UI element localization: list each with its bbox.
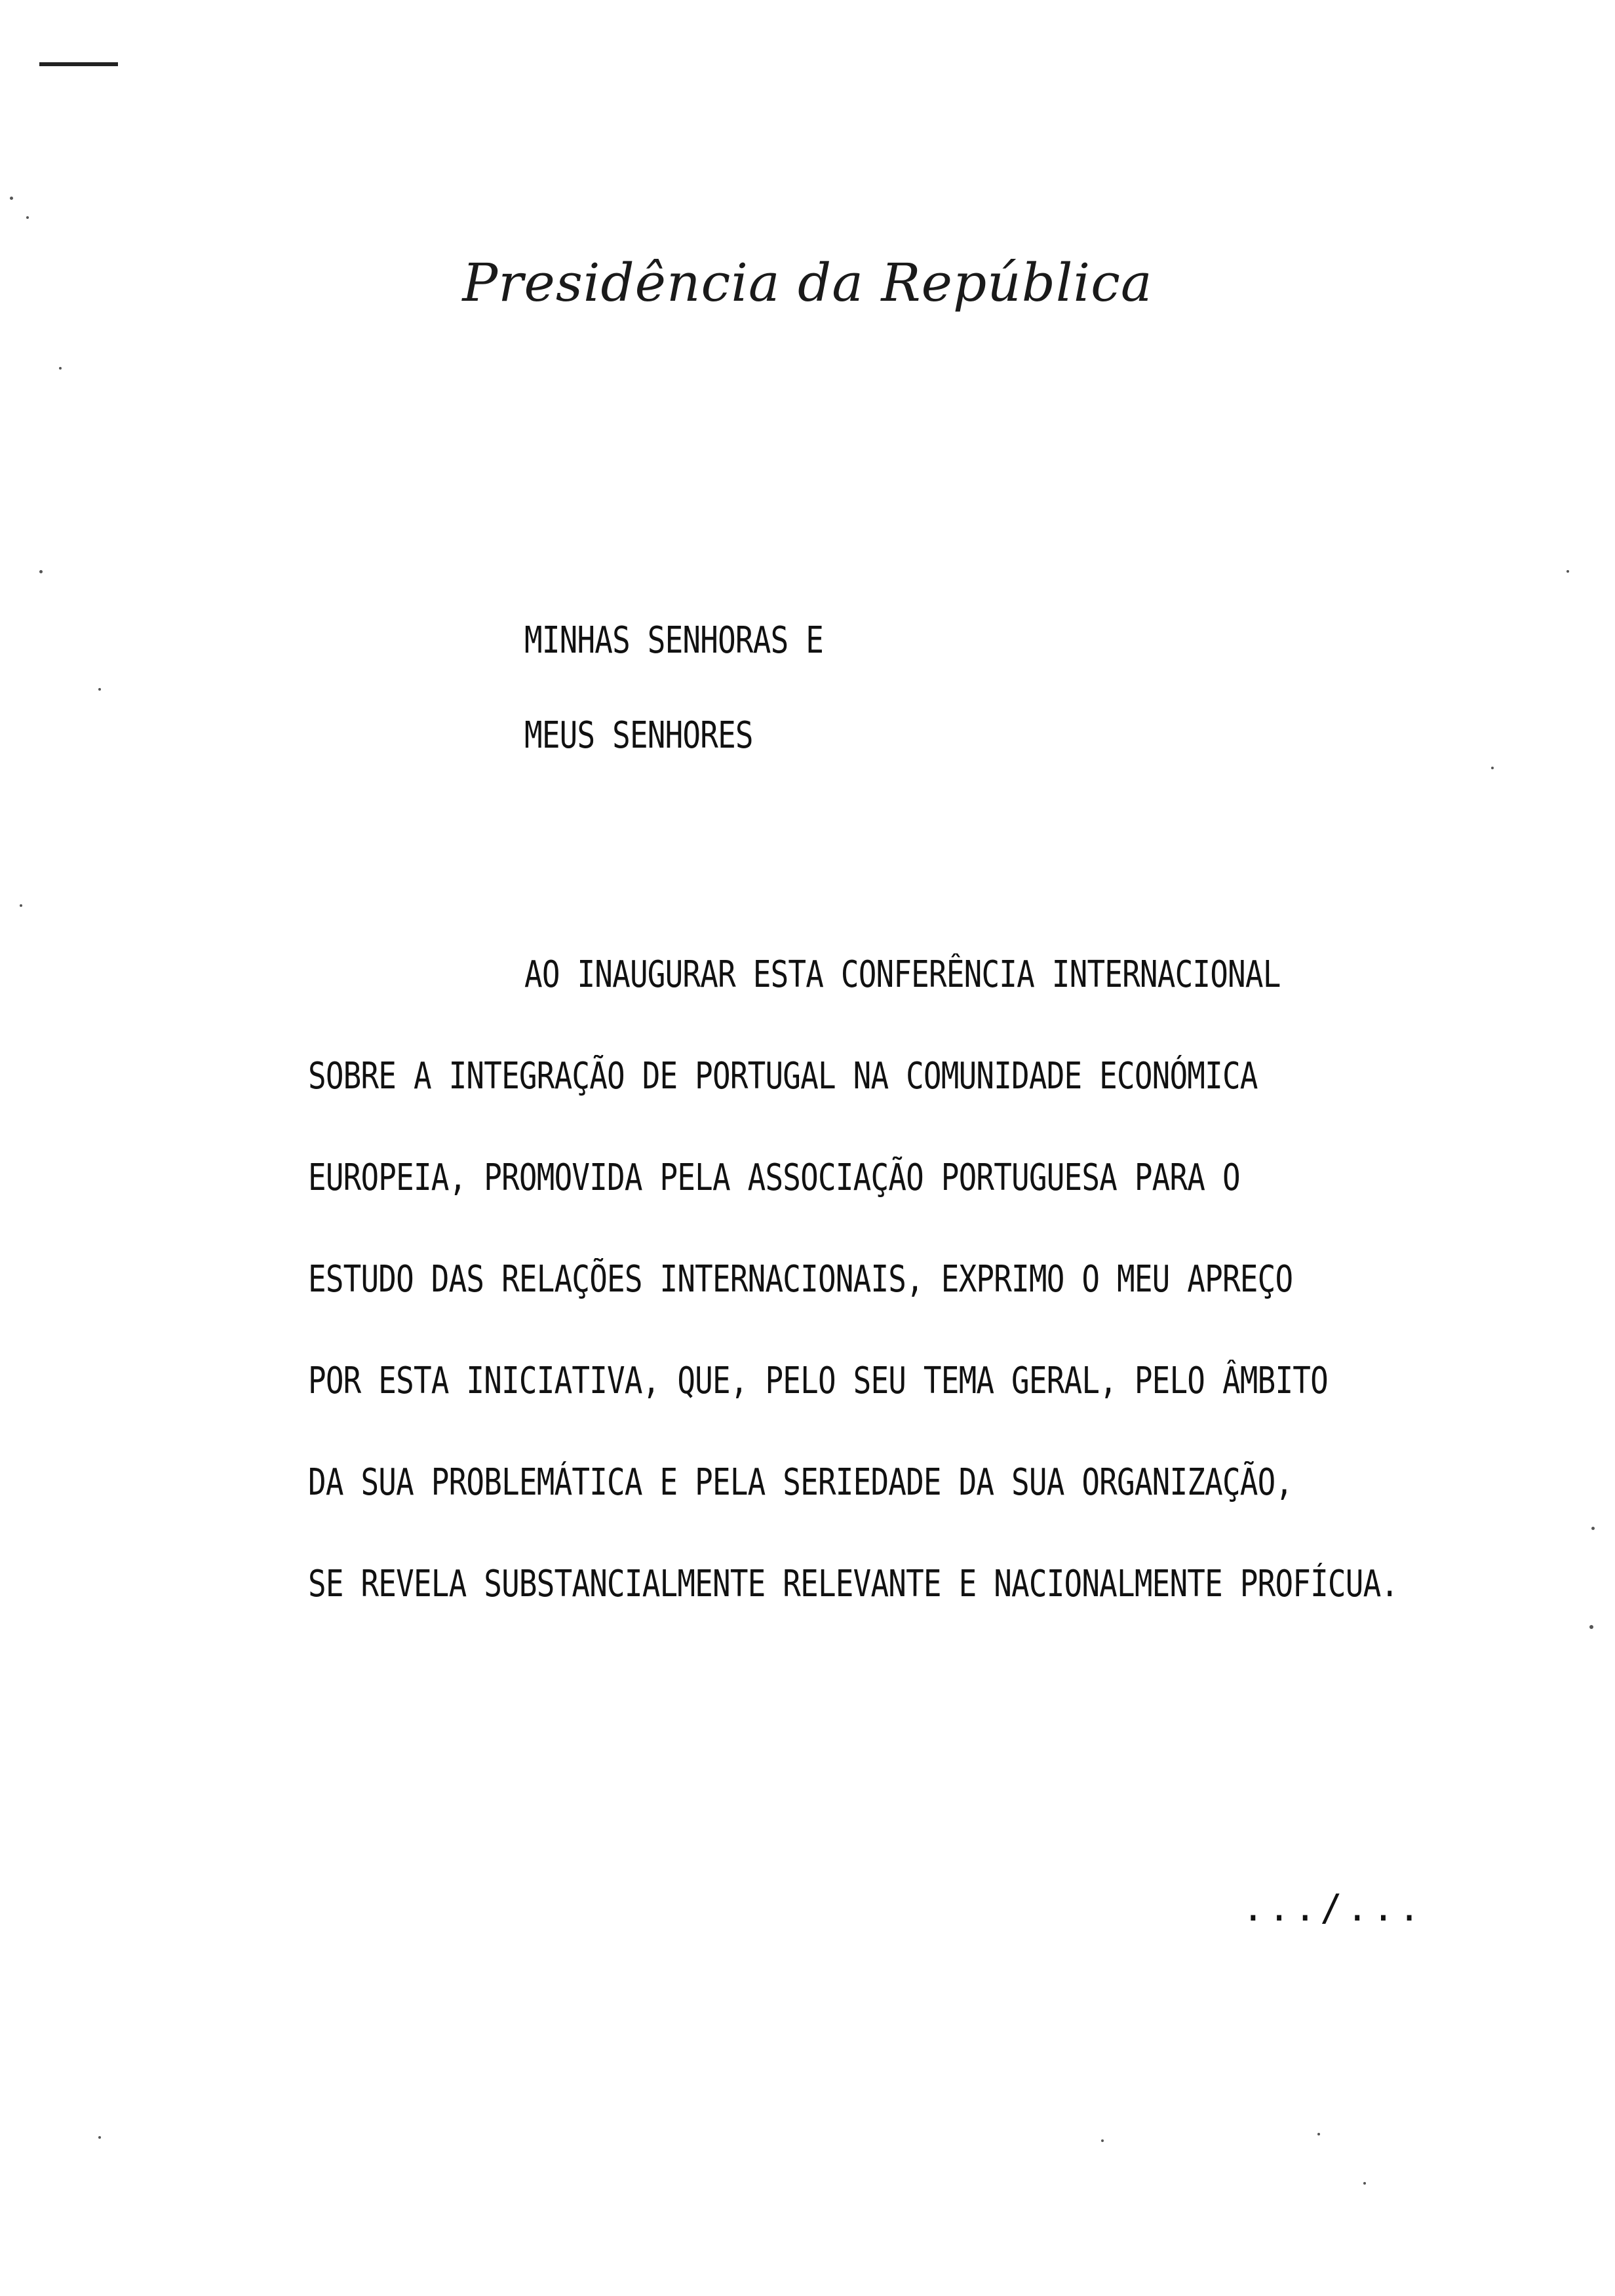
scan-speck [1566,570,1569,573]
scan-speck [59,367,62,370]
scan-artifact-mark [39,62,118,66]
scan-speck [98,688,101,691]
scan-speck [1589,1625,1593,1629]
body-line-4: ESTUDO DAS RELAÇÕES INTERNACIONAIS, EXPRIMO O MEU APREÇO [308,1258,1293,1301]
scan-speck [26,216,29,219]
body-line-5: POR ESTA INICIATIVA, QUE, PELO SEU TEMA GERAL, PELO ÂMBITO [308,1360,1328,1402]
salutation-line-2: MEUS SENHORES [524,714,753,757]
body-line-7: SE REVELA SUBSTANCIALMENTE RELEVANTE E NACIONALMENTE PROFÍCUA. [308,1563,1399,1605]
scan-speck [1101,2139,1104,2142]
scan-speck [1591,1527,1595,1530]
page-continuation-mark: .../... [1242,1887,1425,1930]
scan-speck [20,904,22,907]
body-line-3: EUROPEIA, PROMOVIDA PELA ASSOCIAÇÃO PORTUGUESA PARA O [308,1157,1240,1199]
scan-speck [1363,2182,1366,2185]
scan-speck [1491,767,1494,769]
letterhead: Presidência da República [462,252,1153,313]
body-line-1: AO INAUGURAR ESTA CONFERÊNCIA INTERNACIONAL [524,953,1281,996]
scan-speck [10,197,13,200]
body-line-6: DA SUA PROBLEMÁTICA E PELA SERIEDADE DA SUA ORGANIZAÇÃO, [308,1461,1293,1504]
scan-speck [98,2136,101,2139]
salutation-line-1: MINHAS SENHORAS E [524,619,824,662]
scan-speck [39,570,43,573]
scan-speck [1317,2133,1320,2135]
body-line-2: SOBRE A INTEGRAÇÃO DE PORTUGAL NA COMUNIDADE ECONÓMICA [308,1055,1258,1098]
